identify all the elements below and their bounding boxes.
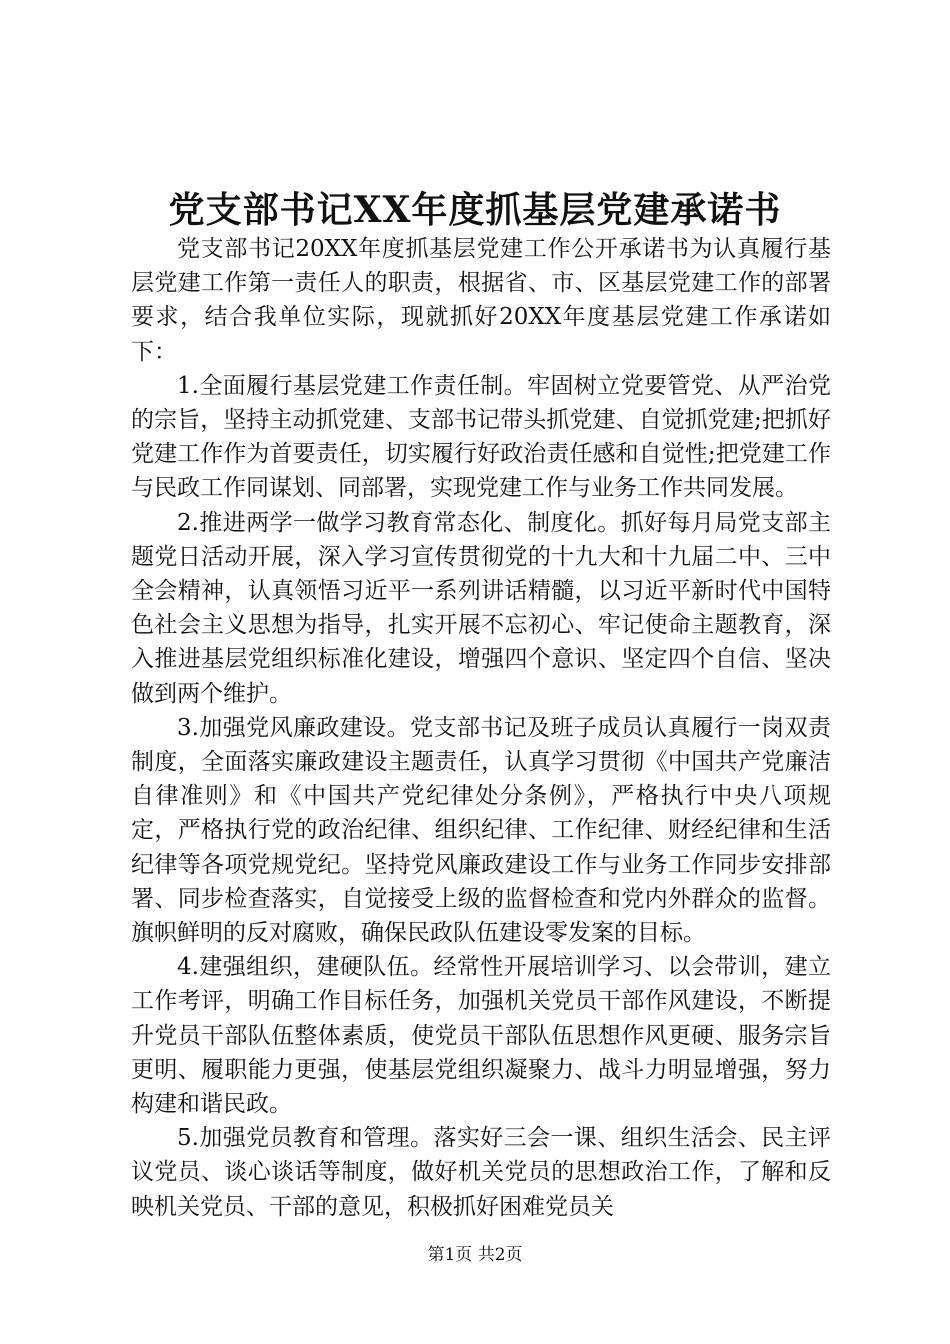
page-number-footer: 第1页 共2页: [427, 1245, 523, 1265]
document-title: 党支部书记XX年度抓基层党建承诺书: [168, 189, 782, 231]
paragraph-item-2: 2.推进两学一做学习教育常态化、制度化。抓好每月局党支部主题党日活动开展，深入学习宣传贯彻党的十九大和十九届二中、三中全会精神，认真领悟习近平一系列讲话精髓，以习近平新时代中国特色社会主义思想为指导，扎实开展不忘初心、牢记使命主题教育，深入推进基层党组织标准化建设，增强四个意识、坚定四个自信、坚决做到两个维护。: [131, 509, 831, 707]
paragraph-item-4: 4.建强组织，建硬队伍。经常性开展培训学习、以会带训，建立工作考评，明确工作目标任务，加强机关党员干部作风建设，不断提升党员干部队伍整体素质，使党员干部队伍思想作风更硬、服务宗旨更明、履职能力更强，使基层党组织凝聚力、战斗力明显增强，努力构建和谐民政。: [131, 954, 831, 1118]
paragraph-item-5: 5.加强党员教育和管理。落实好三会一课、组织生活会、民主评议党员、谈心谈话等制度，做好机关党员的思想政治工作，了解和反映机关党员、干部的意见，积极抓好困难党员关: [131, 1125, 831, 1220]
intro-paragraph: 党支部书记20XX年度抓基层党建工作公开承诺书为认真履行基层党建工作第一责任人的职责，根据省、市、区基层党建工作的部署要求，结合我单位实际，现就抓好20XX年度基层党建工作承诺如下：: [131, 236, 831, 365]
paragraph-item-3: 3.加强党风廉政建设。党支部书记及班子成员认真履行一岗双责制度，全面落实廉政建设主题责任，认真学习贯彻《中国共产党廉洁自律准则》和《中国共产党纪律处分条例》，严格执行中央八项规定，严格执行党的政治纪律、组织纪律、工作纪律、财经纪律和生活纪律等各项党规党纪。坚持党风廉政建设工作与业务工作同步安排部署、同步检查落实，自觉接受上级的监督检查和党内外群众的监督。旗帜鲜明的反对腐败，确保民政队伍建设零发案的目标。: [131, 714, 831, 947]
paragraph-item-1: 1.全面履行基层党建工作责任制。牢固树立党要管党、从严治党的宗旨，坚持主动抓党建、支部书记带头抓党建、自觉抓党建;把抓好党建工作作为首要责任，切实履行好政治责任感和自觉性;把党建工作与民政工作同谋划、同部署，实现党建工作与业务工作共同发展。: [131, 372, 831, 502]
document-body: [131, 232, 831, 1224]
